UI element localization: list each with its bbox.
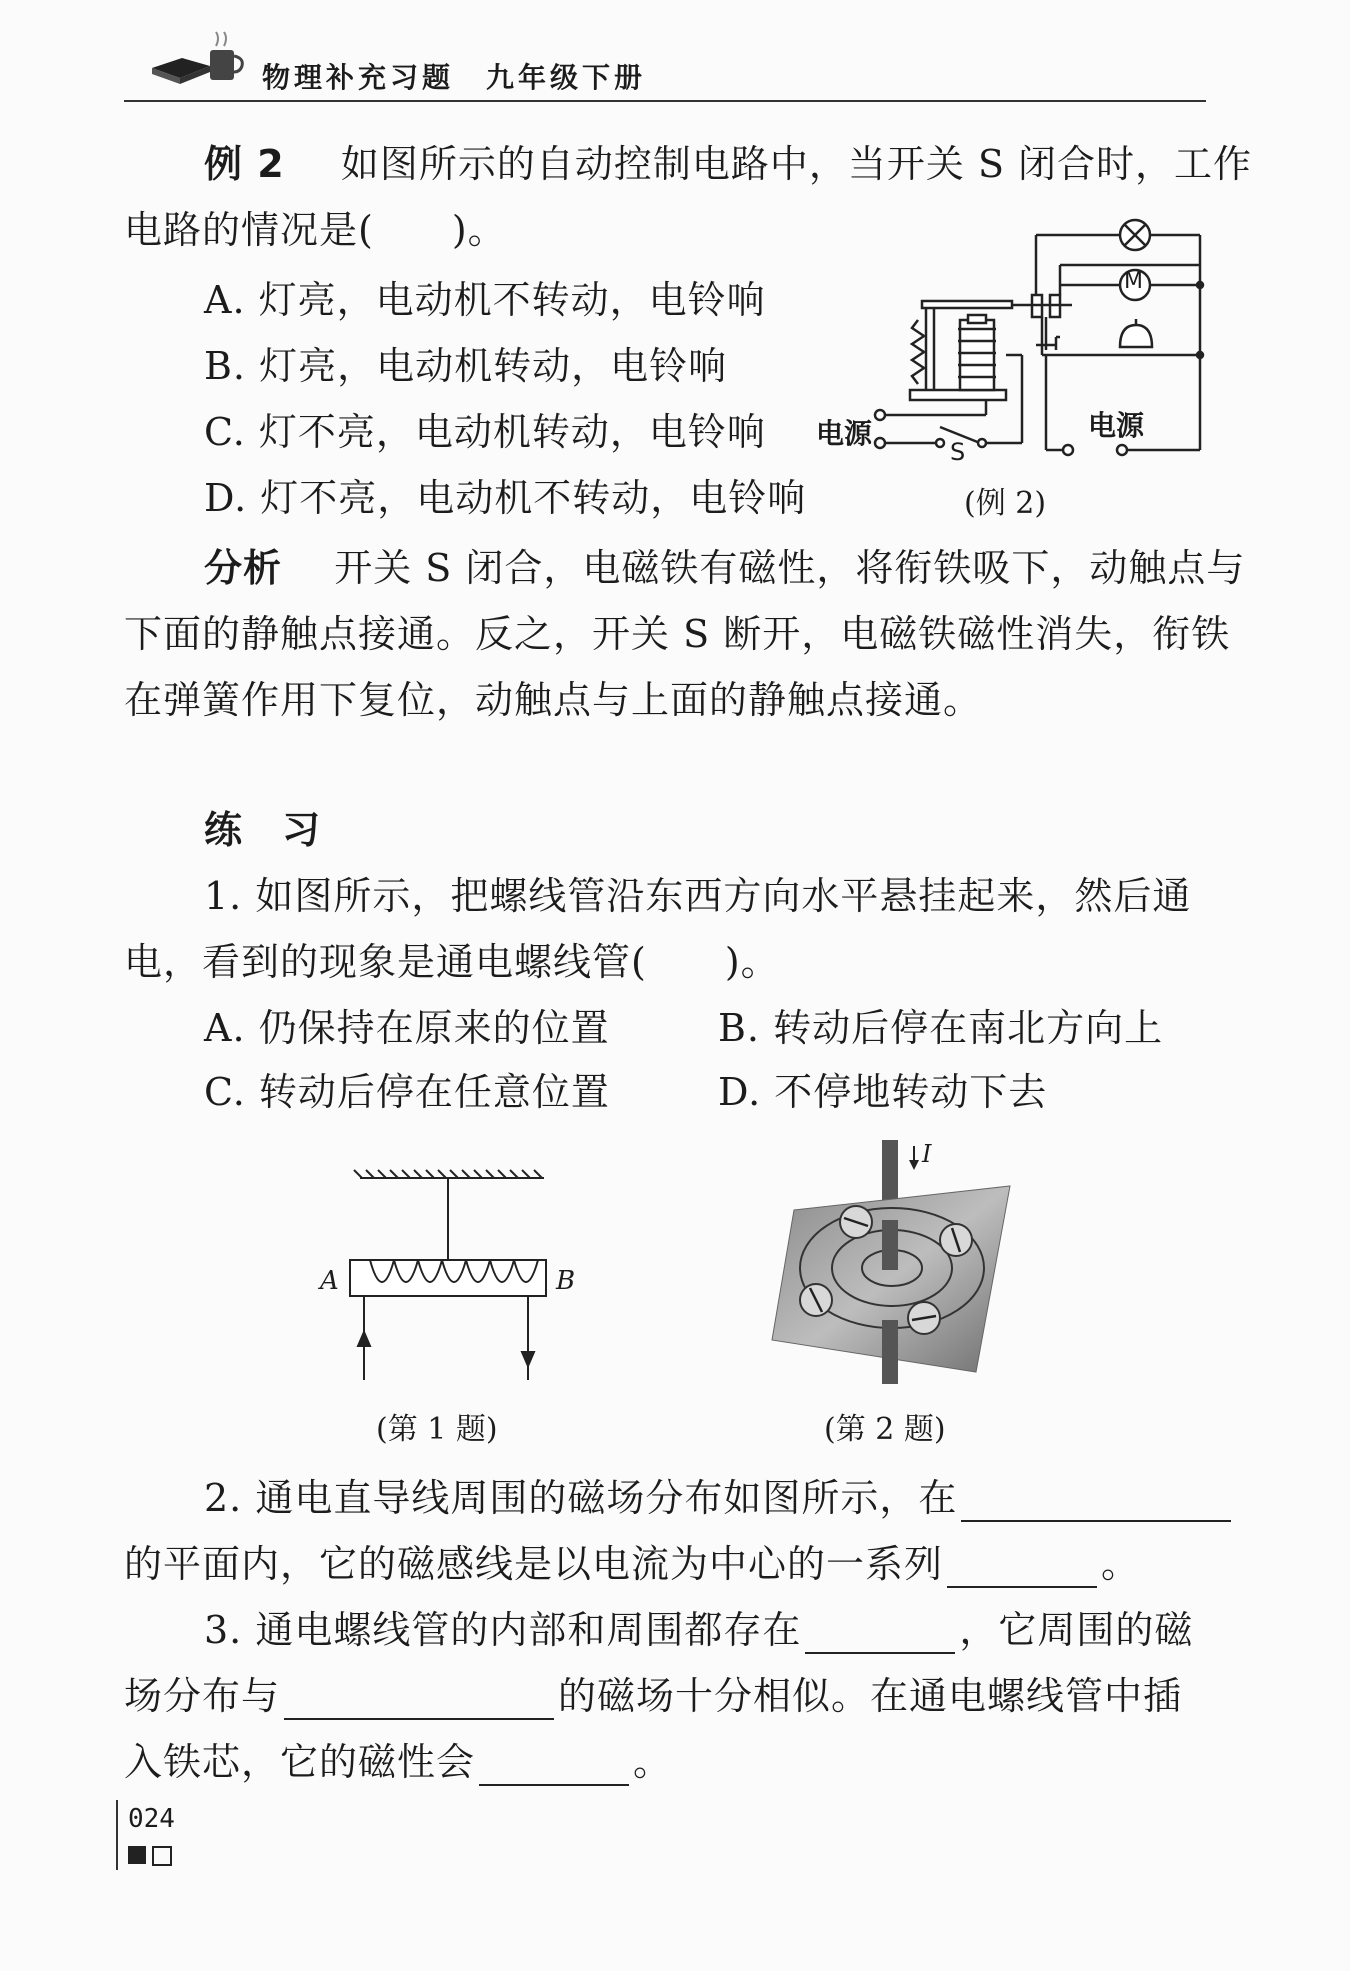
- analysis-line1: [204, 544, 1245, 592]
- fig1-label-b: B: [556, 1266, 576, 1296]
- example2-figure-caption: (例 2): [964, 486, 1047, 521]
- q3-line3: [124, 1738, 672, 1786]
- header-title: 物理补充习题 九年级下册: [262, 61, 647, 94]
- motor-label: M: [1124, 269, 1143, 294]
- q3-blank-2[interactable]: [284, 1684, 554, 1720]
- practice-heading: 练 习: [204, 808, 322, 852]
- q1-option-b: B. 转动后停在南北方向上: [718, 1006, 1164, 1050]
- q3-line1: [204, 1606, 1193, 1654]
- page-number: 024: [128, 1804, 175, 1834]
- q3-text1b: ，它周围的磁: [959, 1608, 1194, 1652]
- fig1-solenoid-figure: [340, 1160, 580, 1390]
- footer-square-empty-icon: [152, 1846, 172, 1866]
- header-rule: [124, 100, 1206, 102]
- switch-label: S: [950, 438, 966, 466]
- q3-text2a: 场分布与: [124, 1674, 281, 1718]
- analysis-label: 分析: [204, 546, 283, 590]
- power-source-right-label: 电源: [1088, 409, 1145, 442]
- q3-line2: [124, 1672, 1182, 1720]
- q3-text3b: 。: [633, 1740, 673, 1784]
- fig1-caption: (第 1 题): [376, 1412, 498, 1447]
- example2-label: 例 2: [204, 142, 285, 186]
- q2-text2b: 。: [1101, 1542, 1141, 1586]
- q3-text2b: 的磁场十分相似。在通电螺线管中插: [558, 1674, 1183, 1718]
- example2-option-d: D. 灯不亮，电动机不转动，电铃响: [204, 476, 807, 520]
- q2-text1: 2. 通电直导线周围的磁场分布如图所示，在: [204, 1476, 958, 1520]
- fig1-label-a: A: [320, 1266, 339, 1296]
- q3-blank-3[interactable]: [479, 1750, 629, 1786]
- q1-line1: 1. 如图所示，把螺线管沿东西方向水平悬挂起来，然后通: [204, 874, 1192, 918]
- fig2-caption: (第 2 题): [824, 1412, 946, 1447]
- header-book-icon: [148, 28, 248, 92]
- q2-line2: [124, 1540, 1140, 1588]
- q3-text1a: 3. 通电螺线管的内部和周围都存在: [204, 1608, 802, 1652]
- analysis-text1: 开关 S 闭合，电磁铁有磁性，将衔铁吸下，动触点与: [334, 546, 1246, 590]
- analysis-line3: 在弹簧作用下复位，动触点与上面的静触点接通。: [124, 678, 983, 722]
- q2-text2a: 的平面内，它的磁感线是以电流为中心的一系列: [124, 1542, 944, 1586]
- q1-line2: 电，看到的现象是通电螺线管( )。: [124, 940, 780, 984]
- q3-blank-1[interactable]: [805, 1618, 955, 1654]
- q3-text3a: 入铁芯，它的磁性会: [124, 1740, 476, 1784]
- fig2-current-label: I: [922, 1140, 932, 1168]
- example2-question-line2: 电路的情况是( )。: [124, 208, 507, 252]
- fig2-wire-compass-figure: [764, 1140, 1020, 1390]
- analysis-line2: 下面的静触点接通。反之，开关 S 断开，电磁铁磁性消失，衔铁: [124, 612, 1231, 656]
- q1-option-c: C. 转动后停在任意位置: [204, 1070, 610, 1114]
- q1-option-d: D. 不停地转动下去: [718, 1070, 1048, 1114]
- q2-line1: [204, 1474, 1235, 1522]
- example2-question-line1: [204, 140, 1252, 188]
- example2-option-b: B. 灯亮，电动机转动，电铃响: [204, 344, 728, 388]
- power-source-left-label: 电源: [816, 417, 873, 450]
- footer-rule: [116, 1800, 118, 1870]
- example2-question-text1: 如图所示的自动控制电路中，当开关 S 闭合时，工作: [340, 142, 1253, 186]
- example2-option-a: A. 灯亮，电动机不转动，电铃响: [204, 278, 766, 322]
- example2-option-c: C. 灯不亮，电动机转动，电铃响: [204, 410, 766, 454]
- q1-option-a: A. 仍保持在原来的位置: [204, 1006, 610, 1050]
- q2-blank-2[interactable]: [947, 1552, 1097, 1588]
- q2-blank-1[interactable]: [961, 1486, 1231, 1522]
- footer-square-filled-icon: [128, 1846, 146, 1864]
